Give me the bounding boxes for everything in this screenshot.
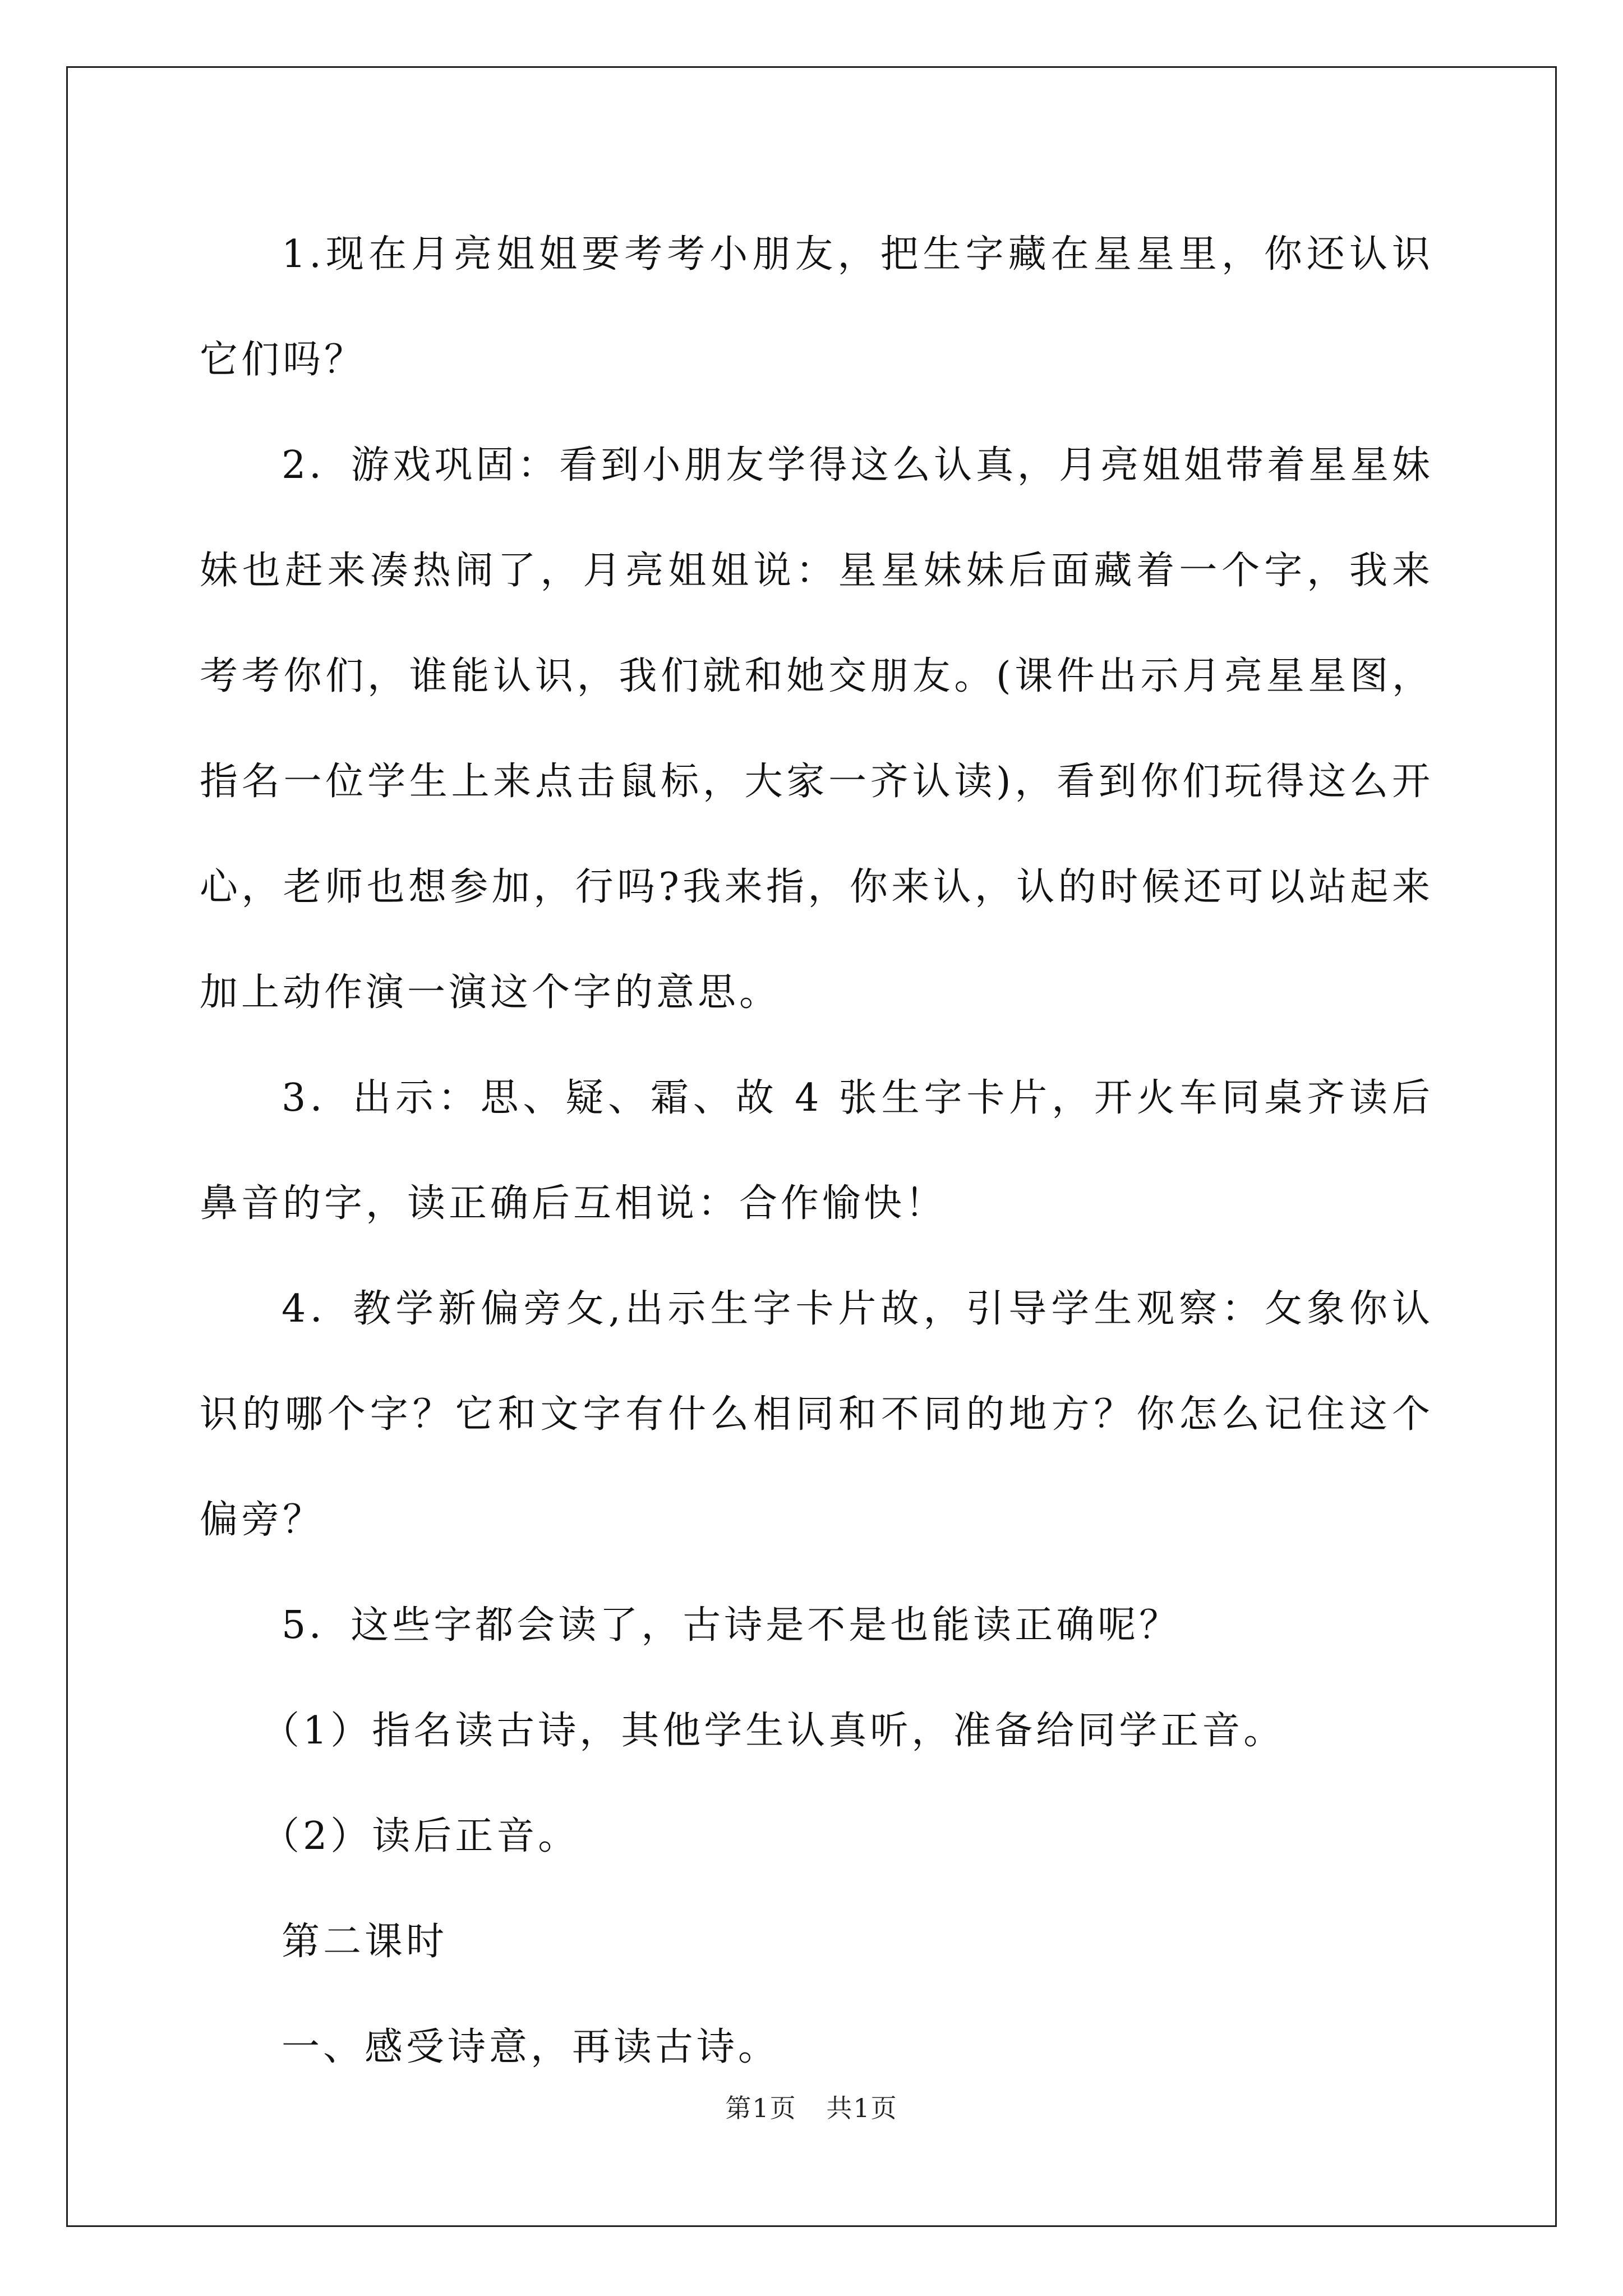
- paragraph-5: 5．这些字都会读了，古诗是不是也能读正确呢？: [282, 1603, 1181, 1648]
- paragraph-7: （2）读后正音。: [261, 1814, 580, 1858]
- paragraph-4: 4．教学新偏旁攵,出示生字卡片故，引导学生观察：攵象你认识的哪个字？它和文字有什么相同和不同的地方？你怎么记住这个偏旁？: [200, 1287, 1433, 1542]
- paragraph-3: 3．出示：思、疑、霜、故 4 张生字卡片，开火车同桌齐读后鼻音的字，读正确后互相说：合作愉快！: [200, 1076, 1433, 1226]
- page-footer: [0, 2088, 1623, 2125]
- document-body: [200, 202, 1433, 2100]
- subsection-heading: 一、感受诗意，再读古诗。: [282, 2025, 780, 2069]
- section-heading: 第二课时: [282, 1920, 448, 1964]
- page-number: 第1页: [725, 2093, 797, 2123]
- paragraph-1: 1.现在月亮姐姐要考考小朋友，把生字藏在星星里，你还认识它们吗？: [200, 232, 1433, 382]
- page-total: 共1页: [826, 2093, 898, 2123]
- paragraph-6: （1）指名读古诗，其他学生认真听，准备给同学正音。: [261, 1709, 1285, 1753]
- paragraph-2: 2．游戏巩固：看到小朋友学得这么认真，月亮姐姐带着星星妹妹也赶来凑热闹了，月亮姐姐说：星星妹妹后面藏着一个字，我来考考你们，谁能认识，我们就和她交朋友。(课件出示月亮星星图，指名一位学生上来点击鼠标，大家一齐认读)，看到你们玩得这么开心，老师也想参加，行吗?我来指，你来认，认的时候还可以站起来加上动作演一演这个字的意思。: [200, 443, 1433, 1015]
